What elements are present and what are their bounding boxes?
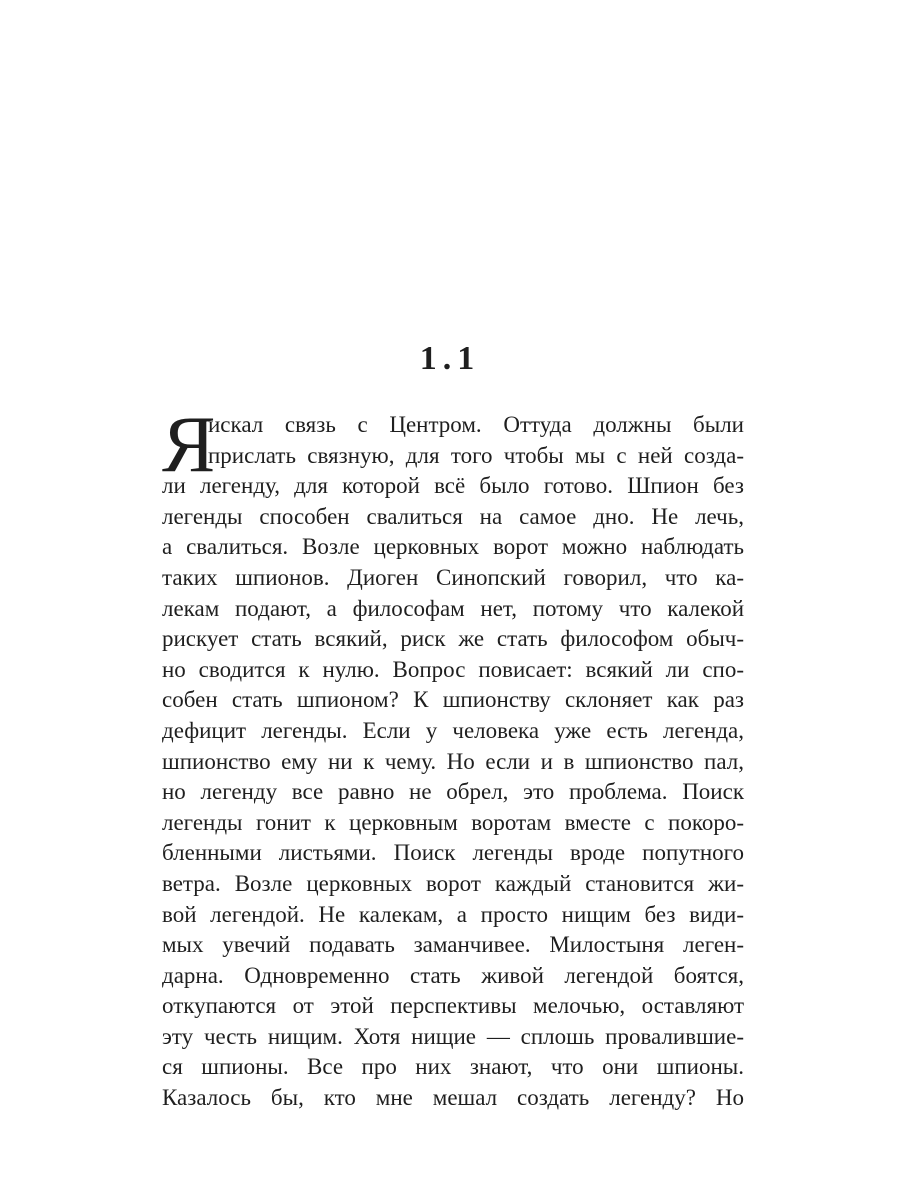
text-line: вой легендой. Не калекам, а просто нищим без види- (162, 901, 744, 927)
text-line: таких шпионов. Диоген Синопский говорил, что ка- (162, 564, 744, 590)
text-line: а свалиться. Возле церковных ворот можно наблюдать (162, 534, 744, 560)
text-line: лекам подают, а философам нет, потому что калекой (162, 595, 744, 621)
text-line: рискует стать всякий, риск же стать философом обыч- (162, 626, 744, 652)
text-line: легенды гонит к церковным воротам вместе с покоро- (162, 809, 744, 835)
text-line: бленными листьями. Поиск легенды вроде попутного (162, 840, 744, 866)
text-line: эту честь нищим. Хотя нищие — сплошь провалившие- (162, 1023, 744, 1049)
text-line: прислать связную, для того чтобы мы с ней созда- (208, 442, 744, 468)
text-line: но сводится к нулю. Вопрос повисает: всякий ли спо- (162, 656, 744, 682)
text-line: мых увечий подавать заманчивее. Милостыня леген- (162, 932, 744, 958)
text-line: искал связь с Центром. Оттуда должны были (208, 412, 744, 437)
drop-cap-letter: Я (162, 401, 216, 489)
chapter-number: 1.1 (419, 340, 481, 377)
text-line: дефицит легенды. Если у человека уже есть легенда, (162, 717, 744, 743)
text-line: собен стать шпионом? К шпионству склоняет как раз (162, 687, 744, 713)
text-line: дарна. Одновременно стать живой легендой боятся, (162, 962, 744, 988)
text-line: ся шпионы. Все про них знают, что они шпионы. (162, 1054, 744, 1080)
text-line: ли легенду, для которой всё было готово. Шпион без (162, 473, 744, 499)
text-line: откупаются от этой перспективы мелочью, оставляют (162, 993, 744, 1019)
text-line: но легенду все равно не обрел, это проблема. Поиск (162, 779, 744, 805)
text-line: ветра. Возле церковных ворот каждый становится жи- (162, 870, 744, 896)
text-line: Казалось бы, кто мне мешал создать легенду? Но (162, 1085, 744, 1111)
text-line: легенды способен свалиться на самое дно. Не лечь, (162, 503, 744, 529)
chapter-text (162, 401, 744, 1114)
text-line: шпионство ему ни к чему. Но если и в шпионство пал, (162, 748, 744, 774)
